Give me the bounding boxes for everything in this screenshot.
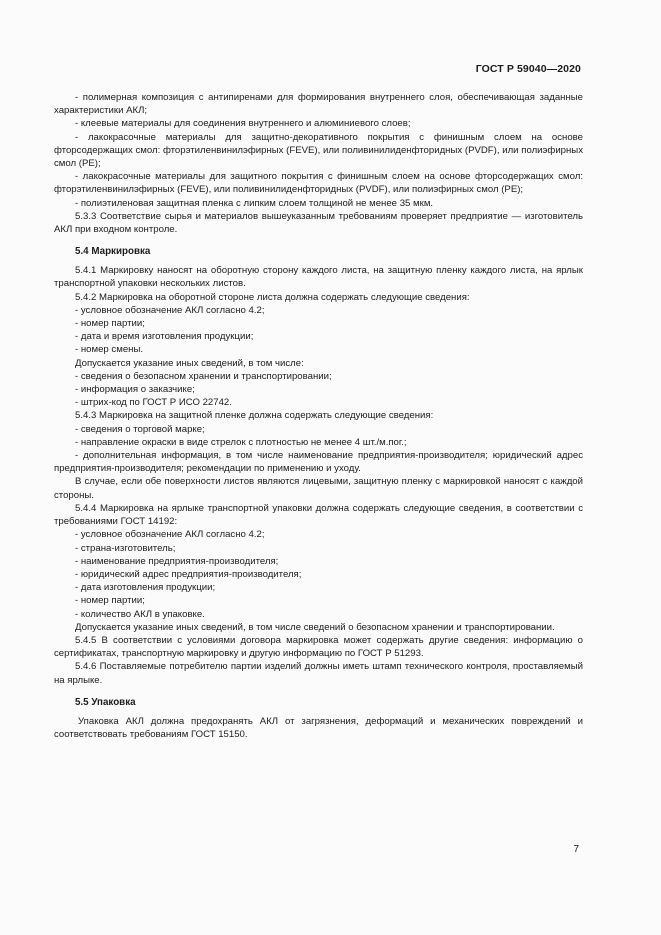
section-heading-marking: 5.4 Маркировка — [75, 246, 151, 258]
list-item: - дата и время изготовления продукции; — [75, 331, 254, 343]
paragraph: Допускается указание иных сведений, в том числе: — [75, 357, 304, 369]
list-item: - сведения о безопасном хранении и транспортировании; — [75, 370, 332, 382]
packaging-paragraph: Упаковка АКЛ должна предохранять АКЛ от загрязнения, деформаций и механических повреждений и соответствовать требованиям ГОСТ 15150. — [54, 715, 583, 740]
standard-designation: ГОСТ Р 59040—2020 — [475, 63, 581, 75]
list-item: - сведения о торговой марке; — [75, 423, 205, 435]
list-item: - лакокрасочные материалы для защитного покрытия с финишным слоем на основе фторсодержащих смол: фторэтиленвинилэфирных (FEVE), или поливинилиденфторидных (PVDF), или полиэфирных смол (PE); — [54, 171, 583, 196]
list-item: - штрих-код по ГОСТ Р ИСО 22742. — [75, 397, 232, 409]
list-item: - юридический адрес предприятия-производителя; — [75, 568, 302, 580]
list-item: - номер партии; — [75, 595, 145, 607]
paragraph: Допускается указание иных сведений, в том числе сведений о безопасном хранении и транспортировании. — [75, 621, 555, 633]
list-item: - номер партии; — [75, 318, 145, 330]
list-item: - полиэтиленовая защитная пленка с липким слоем толщиной не менее 35 мкм. — [75, 197, 434, 209]
section-heading-packaging: 5.5 Упаковка — [75, 696, 136, 708]
clause-5-4-5: 5.4.5 В соответствии с условиями договора маркировка может содержать другие сведения: информацию о сертификатах, транспортную маркировку и другую информацию по ГОСТ Р 51293. — [54, 634, 583, 660]
list-item: - дата изготовления продукции; — [75, 582, 216, 594]
list-item: - страна-изготовитель; — [75, 542, 176, 554]
clause-5-4-1: 5.4.1 Маркировку наносят на оборотную сторону каждого листа, на защитную пленку каждого листа, на ярлык транспортной упаковки нескольких листов. — [54, 265, 583, 290]
list-item: - полимерная композиция с антипиренами для формирования внутреннего слоя, обеспечивающая заданные характеристики АКЛ; — [54, 92, 583, 117]
clause-5-3-3: 5.3.3 Соответствие сырья и материалов вышеуказанным требованиям проверяет предприятие — изготовитель АКЛ при входном контроле. — [54, 210, 583, 236]
clause-5-4-2: 5.4.2 Маркировка на оборотной стороне листа должна содержать следующие сведения: — [75, 291, 470, 303]
list-item: - клеевые материалы для соединения внутреннего и алюминиевого слоев; — [75, 118, 411, 130]
list-item: - наименование предприятия-производителя; — [75, 555, 279, 567]
page-number: 7 — [573, 844, 579, 855]
list-item: - информация о заказчике; — [75, 384, 195, 396]
list-item: - направление окраски в виде стрелок с плотностью не менее 4 шт./м.пог.; — [75, 436, 407, 448]
document-body — [54, 91, 583, 741]
list-item: - условное обозначение АКЛ согласно 4.2; — [75, 304, 265, 316]
clause-5-4-3: 5.4.3 Маркировка на защитной пленке должна содержать следующие сведения: — [75, 410, 434, 422]
list-item: - количество АКЛ в упаковке. — [75, 608, 205, 620]
clause-5-4-6: 5.4.6 Поставляемые потребителю партии изделий должны иметь штамп технического контроля, проставляемый на ярлыке. — [54, 661, 583, 686]
clause-5-4-4: 5.4.4 Маркировка на ярлыке транспортной упаковки должна содержать следующие сведения, в соответствии с требованиями ГОСТ 14192: — [54, 502, 583, 528]
list-item: - дополнительная информация, в том числе наименование предприятия-производителя; юридический адрес предприятия-производителя; рекомендации по применению и уходу. — [54, 450, 583, 475]
list-item: - номер смены. — [75, 344, 144, 356]
paragraph: В случае, если обе поверхности листов являются лицевыми, защитную пленку с маркировкой наносят с каждой стороны. — [54, 476, 583, 501]
list-item: - лакокрасочные материалы для защитно-декоративного покрытия с финишным слоем на основе фторсодержащих смол: фторэтиленвинилэфирных (FEVE), или поливинилиденфторидных (PVDF), или полиэфирных смол (PE); — [54, 131, 583, 170]
list-item: - условное обозначение АКЛ согласно 4.2; — [75, 529, 265, 541]
